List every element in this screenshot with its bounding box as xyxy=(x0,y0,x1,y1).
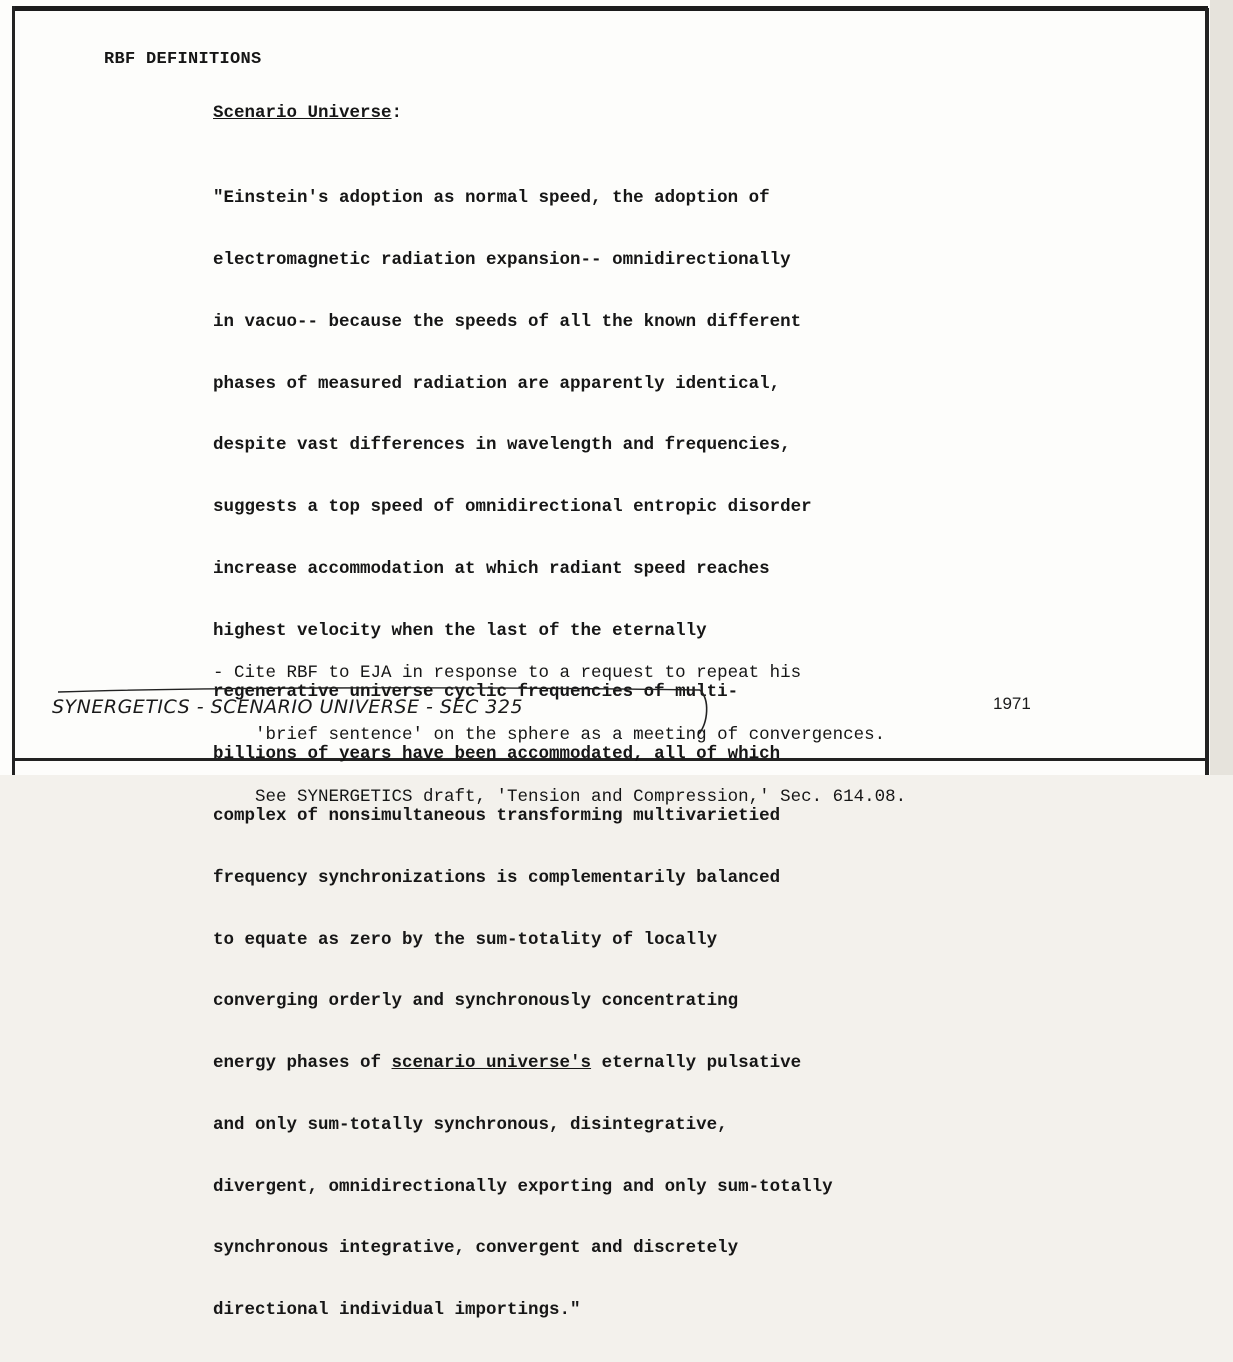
year-label: 1971 xyxy=(993,694,1031,713)
citation-line: See SYNERGETICS draft, 'Tension and Compression,' Sec. 614.08. xyxy=(213,786,907,807)
citation-line: 'brief sentence' on the sphere as a meeting of convergences. xyxy=(213,724,886,745)
quote-line: billions of years have been accommodated, all of which xyxy=(213,744,781,765)
term-title-text: Scenario Universe xyxy=(213,103,392,123)
quote-fragment: energy phases of xyxy=(213,1053,392,1074)
term-title-colon: : xyxy=(391,103,403,123)
quote-line: to equate as zero by the sum-totality of locally xyxy=(213,929,718,950)
quote-line: phases of measured radiation are apparently identical, xyxy=(213,373,781,394)
handwritten-note: SYNERGETICS - SCENARIO UNIVERSE - SEC 325 xyxy=(52,696,524,718)
quote-line: in vacuo-- because the speeds of all the known different xyxy=(213,311,802,332)
quote-line: and only sum-totally synchronous, disintegrative, xyxy=(213,1114,728,1135)
section-heading: RBF DEFINITIONS xyxy=(104,50,262,69)
quote-line: electromagnetic radiation expansion-- omnidirectionally xyxy=(213,249,791,270)
quote-line: suggests a top speed of omnidirectional entropic disorder xyxy=(213,497,812,518)
quote-line: converging orderly and synchronously concentrating xyxy=(213,991,739,1012)
quote-line: directional individual importings." xyxy=(213,1300,581,1321)
quote-line: complex of nonsimultaneous transforming multivarietied xyxy=(213,806,781,826)
quote-line: "Einstein's adoption as normal speed, the adoption of xyxy=(213,188,770,209)
quote-line: frequency synchronizations is complementarily balanced xyxy=(213,867,781,888)
citation-line: - Cite RBF to EJA in response to a request to repeat his xyxy=(213,663,802,684)
quote-line: synchronous integrative, convergent and discretely xyxy=(213,1238,739,1259)
quote-fragment: eternally pulsative xyxy=(591,1053,802,1074)
quote-line: highest velocity when the last of the eternally xyxy=(213,620,707,641)
underlined-term: scenario universe's xyxy=(391,1053,592,1074)
quote-line: regenerative universe cyclic frequencies of multi- xyxy=(213,682,739,703)
quote-line: increase accommodation at which radiant speed reaches xyxy=(213,558,770,579)
quote-line: divergent, omnidirectionally exporting and only sum-totally xyxy=(213,1176,833,1197)
quote-line-with-underline xyxy=(213,1053,833,1074)
quote-line: despite vast differences in wavelength and frequencies, xyxy=(213,435,791,456)
